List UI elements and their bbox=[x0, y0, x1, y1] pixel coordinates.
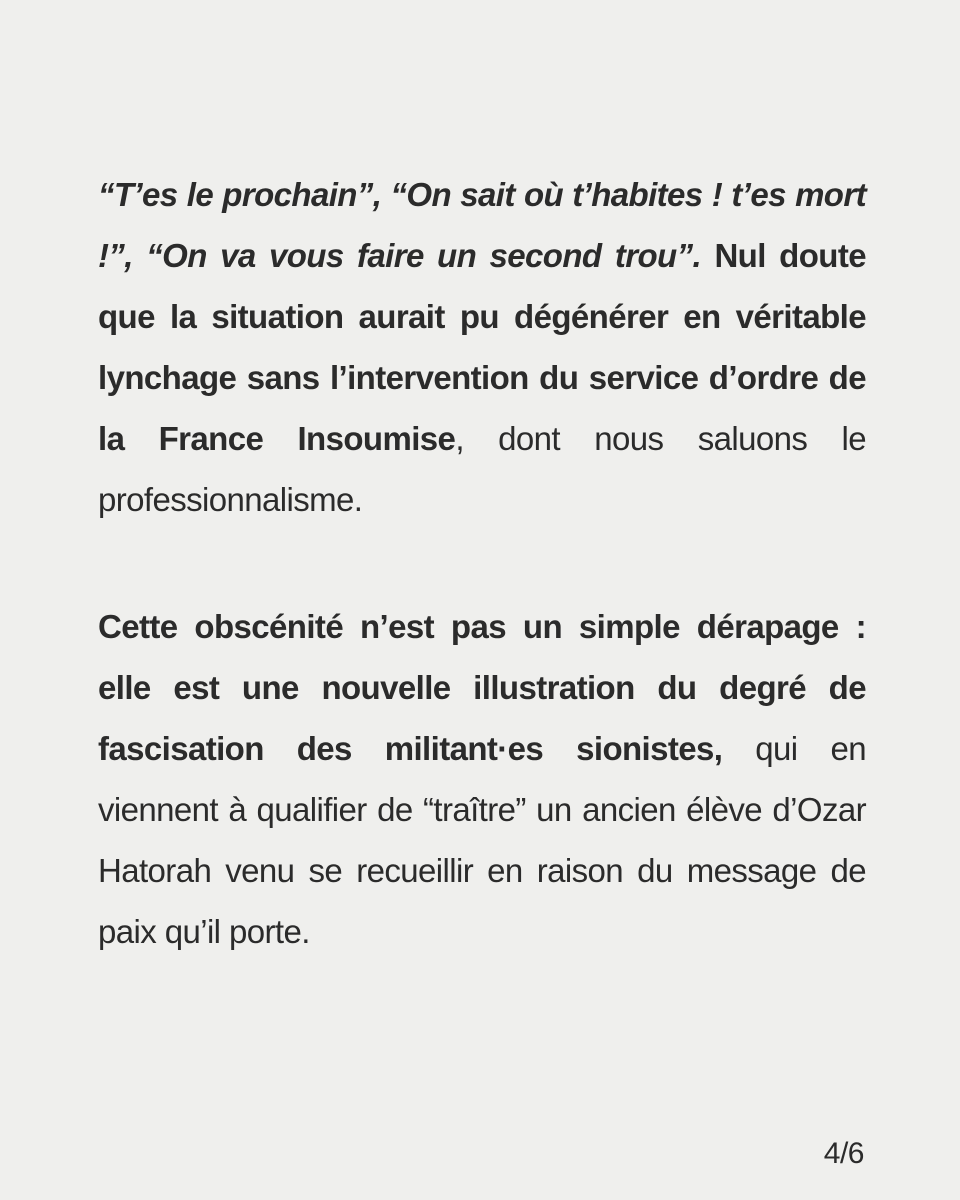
paragraph-threats bbox=[98, 164, 866, 530]
quoted-threats: “T’es le prochain”, “On sait où t’habites ! t’es mort !”, “On va vous faire un second trou”. bbox=[98, 176, 866, 274]
paragraph-fascisation bbox=[98, 596, 866, 962]
fascisation-statement: Cette obscénité n’est pas un simple dérapage : elle est une nouvelle illustration du degré de fascisation des militant·es sionistes, bbox=[98, 608, 866, 767]
professionalism-statement: , dont nous saluons le professionnalisme. bbox=[98, 420, 867, 518]
page-indicator: 4/6 bbox=[823, 1137, 864, 1170]
lynching-statement: Nul doute que la situation aurait pu dégénérer en véritable lynchage sans l’intervention du service d’ordre de la France Insoumise bbox=[98, 237, 866, 457]
traitor-statement: qui en viennent à qualifier de “traître” un ancien élève d’Ozar Hatorah venu se recueillir en raison du message de paix qu’il porte. bbox=[98, 730, 866, 950]
